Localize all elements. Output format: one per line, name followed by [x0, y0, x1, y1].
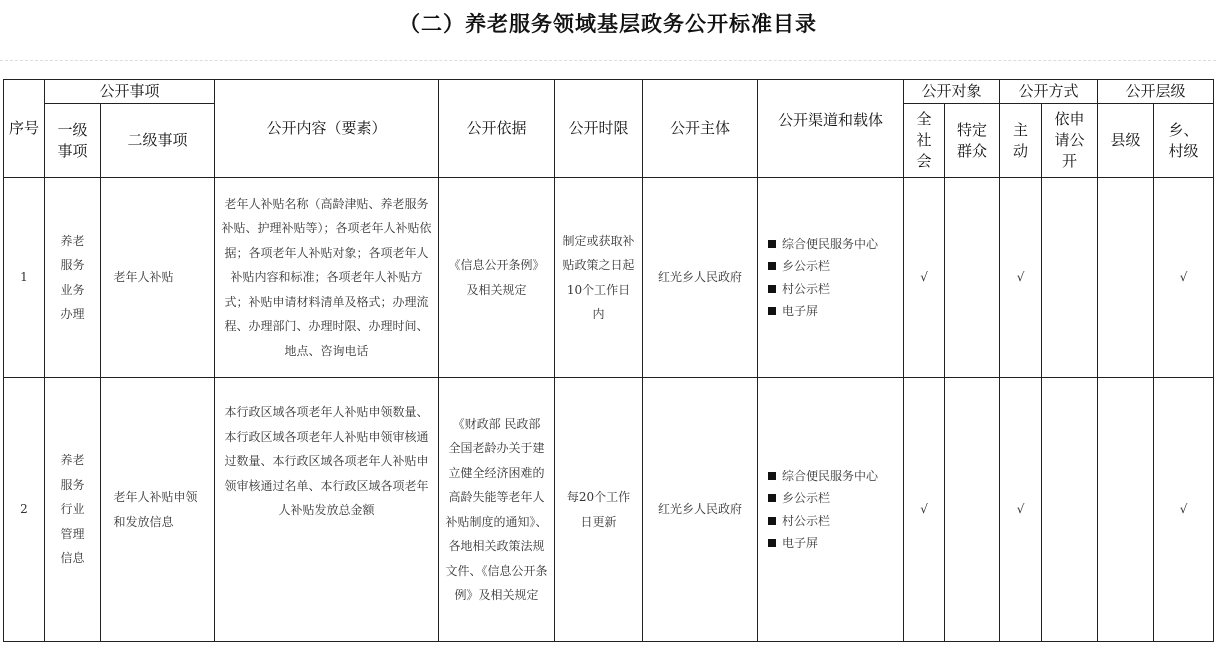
square-bullet-icon	[768, 285, 776, 293]
cell-target-specific	[945, 378, 1000, 642]
list-item: 电子屏	[768, 532, 903, 555]
header-seq: 序号	[4, 80, 45, 178]
header-method-apply: 依申请公开	[1042, 104, 1098, 178]
square-bullet-icon	[768, 494, 776, 502]
header-subject: 公开主体	[643, 80, 758, 178]
table-row	[4, 378, 1214, 642]
cell-channels	[758, 378, 904, 642]
cell-time-limit: 每20个工作日更新	[555, 378, 643, 642]
header-level-group: 公开层级	[1098, 80, 1214, 104]
cell-target-specific	[945, 178, 1000, 378]
header-channel: 公开渠道和载体	[758, 80, 904, 178]
list-item: 村公示栏	[768, 278, 903, 301]
cell-method-active: √	[1000, 178, 1042, 378]
square-bullet-icon	[768, 307, 776, 315]
header-target-specific: 特定群众	[945, 104, 1000, 178]
sheet-divider	[0, 60, 1216, 61]
cell-subject: 红光乡人民政府	[643, 178, 758, 378]
channel-list	[758, 465, 903, 555]
cell-target-all: √	[904, 178, 945, 378]
cell-level-county	[1098, 178, 1154, 378]
header-basis: 公开依据	[439, 80, 555, 178]
cell-content: 老年人补贴名称（高龄津贴、养老服务补贴、护理补贴等）；各项老年人补贴依据；各项老年人补贴对象；各项老年人补贴内容和标准；各项老年人补贴方式；补贴申请材料清单及格式；办理流程、办理部门、办理时限、办理时间、地点、咨询电话	[215, 178, 439, 378]
channel-list	[758, 233, 903, 323]
cell-subject: 红光乡人民政府	[643, 378, 758, 642]
list-item: 村公示栏	[768, 510, 903, 533]
header-level1: 一级事项	[45, 104, 101, 178]
page-title: （二）养老服务领域基层政务公开标准目录	[399, 11, 817, 36]
cell-level2: 老年人补贴申领和发放信息	[101, 378, 215, 642]
header-items-group: 公开事项	[45, 80, 215, 104]
header-time-limit: 公开时限	[555, 80, 643, 178]
cell-level-county	[1098, 378, 1154, 642]
header-level-town: 乡、村级	[1154, 104, 1214, 178]
cell-method-apply	[1042, 178, 1098, 378]
square-bullet-icon	[768, 262, 776, 270]
cell-basis: 《信息公开条例》及相关规定	[439, 178, 555, 378]
table-row	[4, 178, 1214, 378]
header-level-county: 县级	[1098, 104, 1154, 178]
header-method-active: 主动	[1000, 104, 1042, 178]
cell-target-all: √	[904, 378, 945, 642]
cell-content: 本行政区域各项老年人补贴申领数量、本行政区域各项老年人补贴申领审核通过数量、本行政区域各项老年人补贴申领审核通过名单、本行政区域各项老年人补贴发放总金额	[215, 378, 439, 642]
cell-method-apply	[1042, 378, 1098, 642]
cell-channels	[758, 178, 904, 378]
catalog-table	[3, 79, 1214, 642]
cell-method-active: √	[1000, 378, 1042, 642]
cell-basis: 《财政部 民政部 全国老龄办关于建立健全经济困难的高龄失能等老年人补贴制度的通知》、各地相关政策法规文件、《信息公开条例》及相关规定	[439, 378, 555, 642]
cell-level1: 养老服务业务办理	[45, 178, 101, 378]
cell-level-town: √	[1154, 378, 1214, 642]
list-item: 电子屏	[768, 300, 903, 323]
cell-time-limit: 制定或获取补贴政策之日起10个工作日内	[555, 178, 643, 378]
list-item: 乡公示栏	[768, 487, 903, 510]
cell-level2: 老年人补贴	[101, 178, 215, 378]
header-target-group: 公开对象	[904, 80, 1000, 104]
header-level2: 二级事项	[101, 104, 215, 178]
cell-seq: 1	[4, 178, 45, 378]
list-item: 综合便民服务中心	[768, 233, 903, 256]
list-item: 综合便民服务中心	[768, 465, 903, 488]
list-item: 乡公示栏	[768, 255, 903, 278]
header-method-group: 公开方式	[1000, 80, 1098, 104]
cell-seq: 2	[4, 378, 45, 642]
cell-level-town: √	[1154, 178, 1214, 378]
header-row-group	[4, 80, 1214, 104]
square-bullet-icon	[768, 539, 776, 547]
square-bullet-icon	[768, 472, 776, 480]
square-bullet-icon	[768, 517, 776, 525]
header-content: 公开内容（要素）	[215, 80, 439, 178]
cell-level1: 养老服务行业管理信息	[45, 378, 101, 642]
square-bullet-icon	[768, 240, 776, 248]
header-target-all: 全社会	[904, 104, 945, 178]
